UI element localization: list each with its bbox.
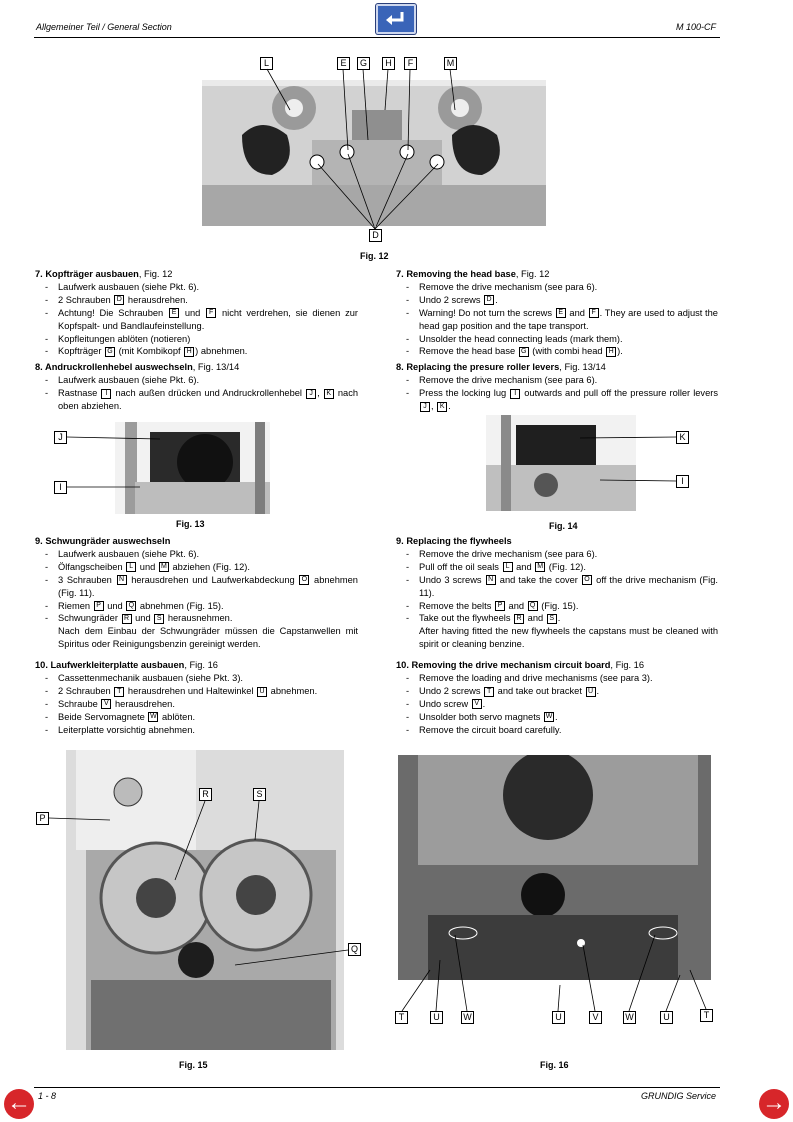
de-section-7 — [35, 268, 358, 358]
en-s10-title: 10. Removing the drive mechanism circuit board — [396, 660, 611, 671]
en-s8-step: - Remove the drive mechanism (see para 6). — [396, 374, 718, 387]
ref-box: H — [184, 347, 194, 357]
ref-box: T — [484, 687, 494, 697]
fig15-label-R: R — [199, 788, 212, 801]
ref-box: W — [545, 713, 553, 721]
en-s7-step: - Unsolder the head connecting leads (mark them). — [396, 333, 718, 346]
ref-box: V — [472, 699, 482, 709]
en-s9-step: - Pull off the oil seals L and M (Fig. 12). — [396, 561, 718, 574]
next-page-button[interactable] — [759, 1089, 789, 1119]
de-s10-step: - Cassettenmechanik ausbauen (siehe Pkt. 3). — [35, 672, 358, 685]
de-s8-title: 8. Andruckrollenhebel auswechseln — [35, 362, 193, 373]
en-section-7 — [396, 268, 718, 358]
en-s7-step: - Remove the drive mechanism (see para 6). — [396, 281, 718, 294]
ref-box: I — [101, 389, 111, 399]
fig15-label-S: S — [253, 788, 266, 801]
fig12-label-E: E — [337, 57, 350, 70]
fig12-caption: Fig. 12 — [360, 251, 389, 261]
ref-box: W — [150, 713, 157, 721]
de-s10-ref: , Fig. 16 — [184, 660, 218, 671]
en-s9-step: - Take out the flywheels R and S . — [396, 612, 718, 625]
de-section-9 — [35, 535, 358, 651]
de-section-8 — [35, 361, 358, 413]
de-s7-ref: , Fig. 12 — [138, 269, 173, 279]
en-section-8 — [396, 361, 718, 413]
ref-box: R — [514, 614, 524, 624]
ref-box: I — [510, 389, 520, 399]
ref-box: G — [519, 347, 529, 357]
ref-box: R — [122, 614, 132, 624]
en-s9-step: - Remove the belts P and Q (Fig. 15). — [396, 600, 718, 613]
en-s7-step: - Undo 2 screws D . — [396, 294, 718, 307]
fig14-leader-lines — [580, 430, 680, 490]
en-s8-ref: , Fig. 13/14 — [559, 362, 606, 373]
de-s7-step: - Laufwerk ausbauen (siehe Pkt. 6). — [35, 281, 358, 294]
ref-box: D — [114, 295, 124, 305]
fig15-label-P: P — [36, 812, 49, 825]
fig12-label-G: G — [357, 57, 370, 70]
en-s7-step: - Warning! Do not turn the screws E and F . They are used to adjust the head gap position and the tape transport. — [396, 307, 718, 333]
de-s10-step: - Leiterplatte vorsichtig abnehmen. — [35, 724, 358, 737]
de-s9-step: - Ölfangscheiben L und M abziehen (Fig. 12). — [35, 561, 358, 574]
de-s8-ref: , Fig. 13/14 — [192, 362, 240, 373]
en-section-9 — [396, 535, 718, 651]
de-section-10 — [35, 659, 358, 736]
fig16-leader-lines — [390, 920, 720, 1015]
en-s7-title: 7. Removing the head base — [396, 269, 516, 279]
ref-box: O — [582, 575, 592, 585]
fig15-label-Q: Q — [348, 943, 361, 956]
en-s10-step: - Remove the circuit board carefully. — [396, 724, 718, 737]
ref-box: N — [486, 575, 496, 585]
de-s7-title: 7. Kopfträger ausbauen — [35, 269, 139, 279]
ref-box: H — [606, 347, 616, 357]
de-s10-step: - 2 Schrauben T herausdrehen und Haltewinkel U abnehmen. — [35, 685, 358, 698]
de-s10-title: 10. Laufwerkleiterplatte ausbauen — [35, 660, 185, 671]
ref-box: P — [94, 601, 104, 611]
ref-box: J — [306, 389, 316, 399]
de-s8-step: - Laufwerk ausbauen (siehe Pkt. 6). — [35, 374, 358, 387]
fig13-label-I: I — [54, 481, 67, 494]
fig13-leader-lines — [60, 425, 180, 495]
ref-box: N — [117, 575, 127, 585]
en-s9-step: - Remove the drive mechanism (see para 6). — [396, 548, 718, 561]
de-s9-title: 9. Schwungräder auswechseln — [35, 536, 171, 546]
ref-box: L — [126, 562, 136, 572]
ref-box: K — [324, 389, 334, 399]
fig15-leader-lines — [0, 780, 400, 980]
german-column-lower — [35, 532, 358, 737]
fig12-label-M: M — [444, 57, 457, 70]
en-s10-step: - Remove the loading and drive mechanisms (see para 3). — [396, 672, 718, 685]
ref-box: L — [503, 562, 513, 572]
fig16-label-T: T — [700, 1009, 713, 1022]
en-s7-step: - Remove the head base G (with combi head H ). — [396, 345, 718, 358]
ref-box: E — [169, 308, 179, 318]
footer-publisher: GRUNDIG Service — [640, 1091, 716, 1101]
fig13-caption: Fig. 13 — [176, 519, 205, 529]
fig13-label-J: J — [54, 431, 67, 444]
fig16-label-W: W — [623, 1011, 636, 1024]
ref-box: K — [437, 402, 447, 412]
ref-box: D — [484, 295, 494, 305]
ref-box: U — [257, 687, 267, 697]
en-s8-step: - Press the locking lug I outwards and pull off the pressure roller levers J , K . — [396, 387, 718, 413]
de-s9-step: - Riemen P und Q abnehmen (Fig. 15). — [35, 600, 358, 613]
english-column-upper — [396, 265, 718, 413]
ref-box: O — [299, 575, 309, 585]
fig16-label-V: V — [589, 1011, 602, 1024]
ref-box: M — [535, 562, 545, 572]
ref-box: G — [105, 347, 115, 357]
en-s9-title: 9. Replacing the flywheels — [396, 536, 512, 546]
fig14-label-K: K — [676, 431, 689, 444]
fig16-label-U: U — [660, 1011, 673, 1024]
en-s9-note: After having fitted the new flywheels the capstans must be cleaned with spirit or cleaning benzine. — [419, 626, 718, 650]
en-section-10 — [396, 659, 718, 736]
footer-page-number: 1 - 8 — [38, 1091, 57, 1101]
fig12-label-L: L — [260, 57, 273, 70]
de-s7-step: - 2 Schrauben D herausdrehen. — [35, 294, 358, 307]
de-s10-step: - Schraube V herausdrehen. — [35, 698, 358, 711]
fig12-label-D: D — [369, 229, 382, 242]
arrow-left-icon: ← — [7, 1089, 31, 1116]
de-s7-step: - Kopfleitungen ablöten (notieren) — [35, 333, 358, 346]
fig16-label-T: T — [395, 1011, 408, 1024]
de-s8-step: - Rastnase I nach außen drücken und Andruckrollenhebel J , K nach oben abziehen. — [35, 387, 358, 413]
german-column-upper — [35, 265, 358, 413]
english-column-lower — [396, 532, 718, 737]
fig16-label-W: W — [461, 1011, 474, 1024]
fig12-label-F: F — [404, 57, 417, 70]
fig14-label-I: I — [676, 475, 689, 488]
footer-rule — [34, 1087, 720, 1088]
prev-page-button[interactable] — [4, 1089, 34, 1119]
fig12-leader-lines — [0, 0, 793, 260]
ref-box: Q — [528, 601, 538, 611]
en-s10-step: - Undo screw V . — [396, 698, 718, 711]
ref-box: T — [114, 687, 124, 697]
ref-box: U — [586, 687, 596, 697]
ref-box: E — [556, 308, 566, 318]
header-section-title: Allgemeiner Teil / General Section — [36, 22, 172, 32]
fig16-label-U: U — [552, 1011, 565, 1024]
ref-box: P — [495, 601, 505, 611]
fig14-caption: Fig. 14 — [549, 521, 578, 531]
de-s7-step: - Achtung! Die Schrauben E und F nicht verdrehen, sie dienen zur Kopfspalt- und Bandlaufeinstellung. — [35, 307, 358, 333]
fig16-caption: Fig. 16 — [540, 1060, 569, 1070]
de-s7-step: - Kopfträger G (mit Kombikopf H ) abnehmen. — [35, 345, 358, 358]
de-s9-step: - 3 Schrauben N herausdrehen und Laufwerkabdeckung O abnehmen (Fig. 11). — [35, 574, 358, 600]
de-s9-note: Nach dem Einbau der Schwungräder müssen die Capstanwellen mit Spiritus oder Reinigungsbenzin gereinigt werden. — [58, 626, 358, 650]
fig12-label-H: H — [382, 57, 395, 70]
en-s10-ref: , Fig. 16 — [610, 660, 645, 671]
de-s9-step: - Laufwerk ausbauen (siehe Pkt. 6). — [35, 548, 358, 561]
ref-box: S — [154, 614, 164, 624]
en-s10-step: - Undo 2 screws T and take out bracket U . — [396, 685, 718, 698]
fig16-label-U: U — [430, 1011, 443, 1024]
en-s9-step: - Undo 3 screws N and take the cover O off the drive mechanism (Fig. 11). — [396, 574, 718, 600]
en-s7-ref: , Fig. 12 — [515, 269, 550, 279]
ref-box: S — [547, 614, 557, 624]
ref-box: Q — [126, 601, 136, 611]
de-s10-step: - Beide Servomagnete W ablöten. — [35, 711, 358, 724]
arrow-right-icon: → — [762, 1089, 786, 1116]
fig15-caption: Fig. 15 — [179, 1060, 208, 1070]
ref-box: M — [159, 562, 169, 572]
en-s10-step: - Unsolder both servo magnets W . — [396, 711, 718, 724]
ref-box: J — [420, 402, 430, 412]
ref-box: F — [589, 308, 599, 318]
ref-box: F — [206, 308, 216, 318]
header-model: M 100-CF — [675, 22, 716, 32]
en-s8-title: 8. Replacing the presure roller levers — [396, 362, 560, 373]
de-s9-step: - Schwungräder R und S herausnehmen. — [35, 612, 358, 625]
ref-box: V — [101, 699, 111, 709]
